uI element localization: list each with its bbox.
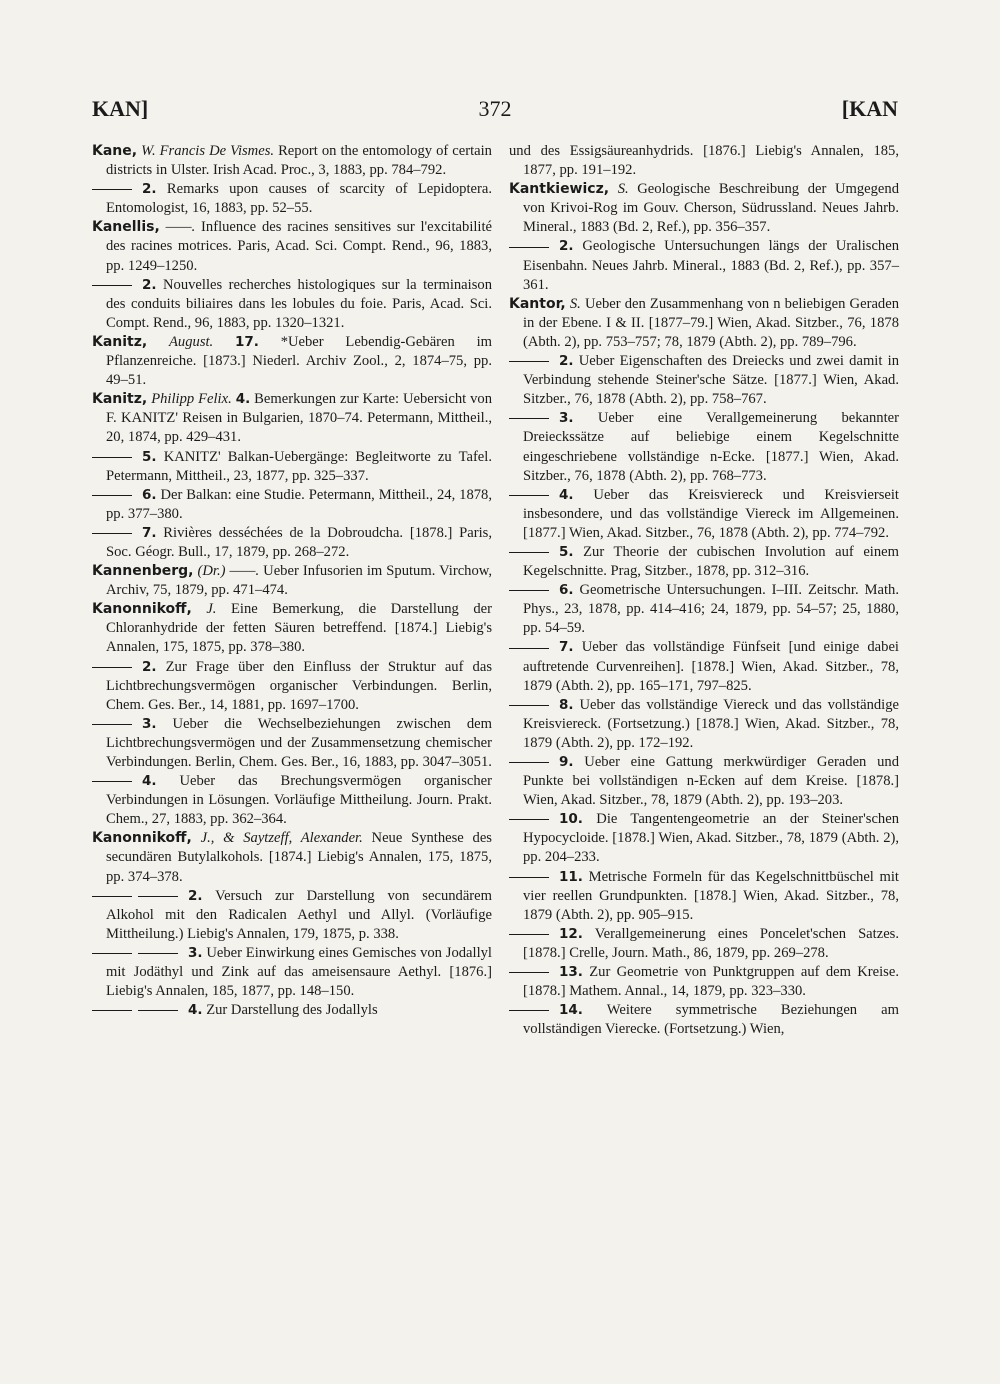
entry-text: Zur Geometrie von Punktgruppen auf dem Kreise. [1878.] Mathem. Annal., 14, 1879, pp. 323–330. — [523, 964, 899, 1000]
entry-number: 3. — [188, 944, 203, 961]
entry-number: 9. — [559, 754, 574, 770]
author-given-name: ——. — [165, 219, 196, 236]
entry-number: 14. — [559, 1002, 583, 1019]
ditto-dash — [509, 762, 549, 763]
ditto-dash — [509, 705, 549, 706]
entry-text: Geologische Untersuchungen längs der Uralischen Eisenbahn. Neues Jahrb. Mineral., 1883 (Bd. 2, Ref.), pp. 357–361. — [523, 238, 899, 293]
entry-number: 5. — [142, 448, 157, 465]
bibliography-entry — [92, 944, 492, 1001]
ditto-dash — [509, 877, 549, 878]
entry-text: Zur Frage über den Einfluss der Struktur auf das Lichtbrechungsvermögen organischer Verbindungen. Berlin, Chem. Ges. Ber., 14, 1881, pp. 1697–1700. — [106, 658, 492, 713]
bibliography-entry — [509, 142, 899, 180]
ditto-dash — [92, 667, 132, 668]
ditto-dash — [138, 896, 178, 897]
bibliography-entry — [92, 218, 492, 275]
entry-number: 2. — [188, 887, 203, 904]
ditto-dash — [92, 724, 132, 725]
ditto-dash — [92, 495, 132, 496]
entry-text: Zur Theorie der cubischen Involution auf einem Kegelschnitte. Prag, Sitzber., 1878, pp. 312–316. — [523, 543, 899, 580]
entry-text: *Ueber Lebendig-Gebären im Pflanzenreiche. [1873.] Niederl. Archiv Zool., 2, 1874–75, pp. 49–51. — [106, 333, 492, 389]
entry-text: Bemerkungen zur Karte: Uebersicht von F. KANITZ' Reisen in Bulgarien, 1870–74. Petermann, Mittheil., 20, 1874, pp. 429–431. — [106, 391, 493, 446]
bibliography-entry — [92, 600, 492, 657]
entry-text: Nouvelles recherches histologiques sur la terminaison des conduits biliaires dans les lobules du foie. Paris, Acad. Sci. Compt. Rend., 96, 1883, pp. 1320–1321. — [106, 276, 492, 331]
entry-text: Ueber das Kreisviereck und Kreisvierseit insbesondere, und das vollständige Viereck im Allgemeinen. [1877.] Wien, Akad. Sitzber., 76, 1878 (Abth. 2), pp. 774–792. — [523, 486, 899, 541]
ditto-dash — [509, 495, 549, 496]
author-name: Kanonnikoff, — [92, 830, 192, 847]
bibliography-entry — [509, 696, 899, 753]
bibliography-entry — [509, 1001, 899, 1039]
entry-number: 12. — [559, 925, 583, 942]
ditto-dash — [92, 285, 132, 286]
ditto-dash — [138, 1010, 178, 1011]
bibliography-entry — [92, 390, 492, 447]
ditto-dash — [92, 781, 132, 782]
entry-text: Ueber Infusorien im Sputum. Virchow, Archiv, 75, 1879, pp. 471–474. — [106, 563, 493, 599]
bibliography-entry — [509, 638, 899, 695]
bibliography-entry — [509, 352, 899, 409]
author-given-name: Philipp Felix. — [151, 391, 232, 408]
ditto-dash — [509, 1010, 549, 1011]
bibliography-entry — [509, 868, 899, 925]
entry-text: Der Balkan: eine Studie. Petermann, Mittheil., 24, 1878, pp. 377–380. — [106, 486, 492, 522]
bibliography-entry — [509, 963, 899, 1001]
entry-text: und des Essigsäureanhydrids. [1876.] Liebig's Annalen, 185, 1877, pp. 191–192. — [509, 143, 899, 179]
bibliography-entry — [509, 581, 899, 638]
bibliography-entry — [509, 753, 899, 810]
author-name: Kanitz, — [92, 391, 148, 408]
entry-number: 6. — [559, 582, 574, 599]
entry-text: Ueber das Brechungsvermögen organischer Verbindungen in Lösungen. Vorläufige Mittheilung. Journ. Prakt. Chem., 27, 1883, pp. 362–364. — [106, 773, 492, 828]
entry-number: 2. — [559, 238, 574, 255]
ditto-dash — [92, 953, 132, 954]
author-name: Kantkiewicz, — [509, 181, 610, 198]
author-given-name: W. Francis De Vismes. — [141, 143, 275, 159]
ditto-dash — [92, 533, 132, 534]
bibliography-entry — [92, 276, 492, 333]
right-column — [509, 142, 899, 1039]
running-head-right: [KAN — [841, 96, 898, 121]
entry-number: 6. — [142, 486, 157, 503]
ditto-dash — [509, 972, 549, 973]
entry-number: 2. — [142, 181, 157, 198]
entry-number: 8. — [559, 696, 574, 713]
bibliography-entry — [92, 448, 492, 486]
entry-text: Ueber Eigenschaften des Dreiecks und zwei damit in Verbindung stehende Steiner'sche Sätze. [1877.] Wien, Akad. Sitzber., 76, 1878 (Abth. 2), pp. 758–767. — [523, 353, 899, 408]
entry-number: 4. — [559, 486, 574, 503]
entry-text: Ueber die Wechselbeziehungen zwischen dem Lichtbrechungsvermögen und der Zusammensetzung chemischer Verbindungen. Berlin, Chem. Ges. Ber., 16, 1883, pp. 3047–3051. — [106, 715, 492, 770]
author-name: Kantor, — [509, 295, 566, 312]
entry-number: 5. — [559, 543, 574, 560]
entry-text: Geometrische Untersuchungen. I–III. Zeitschr. Math. Phys., 23, 1878, pp. 414–416; 24, 1879, pp. 54–57; 25, 1880, pp. 54–59. — [523, 582, 899, 637]
bibliography-entry — [509, 810, 899, 867]
ditto-dash — [509, 590, 549, 591]
entry-text: Remarks upon causes of scarcity of Lepidoptera. Entomologist, 16, 1883, pp. 52–55. — [106, 181, 492, 217]
entry-text: Ueber den Zusammenhang von n beliebigen Geraden in der Ebene. I & II. [1877–79.] Wien, Akad. Sitzber., 76, 1878 (Abth. 2), pp. 753–757; 78, 1879 (Abth. 2), pp. 789–796. — [523, 295, 899, 350]
author-given-name: (Dr.) ——. — [197, 563, 260, 580]
entry-number: 11. — [559, 868, 583, 885]
ditto-dash — [92, 896, 132, 897]
entry-text: Geologische Beschreibung der Umgegend von Krivoi-Rog im Gouv. Cherson, Südrussland. Neues Jahrb. Mineral., 1883 (Bd. 2, Ref.), pp. 356–357. — [523, 181, 899, 236]
author-given-name: S. — [617, 181, 629, 198]
ditto-dash — [92, 1010, 132, 1011]
entry-text: Ueber das vollständige Viereck und das vollständige Kreisviereck. (Fortsetzung.) [1878.] Wien, Akad. Sitzber., 78, 1879 (Abth. 2), pp. 172–192. — [523, 696, 899, 751]
entry-text: Rivières desséchées de la Dobroudcha. [1878.] Paris, Soc. Géogr. Bull., 17, 1879, pp. 268–272. — [106, 524, 492, 560]
entry-number: 13. — [559, 964, 583, 981]
entry-number: 3. — [142, 715, 157, 732]
ditto-dash — [509, 552, 549, 553]
entry-number: 7. — [559, 639, 574, 656]
entry-number: 2. — [142, 658, 157, 675]
ditto-dash — [509, 418, 549, 419]
entry-text: Neue Synthese des secundären Butylalkohols. [1874.] Liebig's Annalen, 175, 1875, pp. 374–378. — [106, 830, 492, 885]
entry-text: Ueber eine Verallgemeinerung bekannter Dreieckssätze auf beliebige einem Kegelschnitte eingeschriebene vollständige n-Ecke. [1877.] Wien, Akad. Sitzber., 76, 1878 (Abth. 2), pp. 768–773. — [523, 410, 900, 484]
ditto-dash — [509, 361, 549, 362]
entry-text: Die Tangentengeometrie an der Steiner'schen Hypocycloide. [1878.] Wien, Akad. Sitzber., 78, 1879 (Abth. 2), pp. 204–233. — [523, 811, 900, 866]
entry-number: 3. — [559, 410, 574, 427]
entry-number: 4. — [142, 773, 157, 790]
bibliography-entry — [92, 562, 492, 600]
entry-text: Weitere symmetrische Beziehungen am vollständigen Vierecke. (Fortsetzung.) Wien, — [523, 1002, 899, 1038]
author-name: Kane, — [92, 143, 138, 159]
entry-number: 10. — [559, 811, 583, 828]
bibliography-entry — [509, 409, 899, 485]
running-head-left: KAN] — [92, 96, 149, 121]
ditto-dash — [138, 953, 178, 954]
bibliography-entry — [92, 715, 492, 772]
ditto-dash — [509, 819, 549, 820]
bibliography-entry — [509, 925, 899, 963]
author-name: Kanonnikoff, — [92, 601, 192, 618]
bibliography-entry — [92, 180, 492, 218]
entry-number: 4. — [188, 1002, 203, 1019]
bibliography-entry — [92, 772, 492, 829]
bibliography-entry — [509, 180, 899, 237]
author-name: Kannenberg, — [92, 563, 194, 580]
entry-text: Eine Bemerkung, die Darstellung der Chloranhydride der fetten Säuren betreffend. [1874.] Liebig's Annalen, 175, 1875, pp. 378–380. — [106, 601, 492, 656]
author-given-name: J., & Saytzeff, Alexander. — [200, 830, 363, 847]
bibliography-entry — [509, 543, 899, 581]
entry-text: Report on the entomology of certain districts in Ulster. Irish Acad. Proc., 3, 1883, pp. 784–792. — [106, 143, 492, 179]
bibliography-entry — [509, 295, 899, 352]
entry-number: 2. — [559, 353, 574, 370]
bibliography-entry — [92, 658, 492, 715]
ditto-dash — [509, 648, 549, 649]
entry-text: Zur Darstellung des Jodallyls — [206, 1002, 378, 1019]
bibliography-entry — [92, 486, 492, 524]
entry-number: 17. — [234, 333, 259, 350]
bibliography-entry — [92, 524, 492, 562]
entry-text: Metrische Formeln für das Kegelschnittbüschel mit vier reellen Grundpunkten. [1878.] Wien, Akad. Sitzber., 78, 1879 (Abth. 2), pp. 905–915. — [523, 868, 899, 923]
left-column — [92, 142, 492, 1020]
bibliography-entry — [92, 887, 492, 944]
entry-number: 7. — [142, 524, 157, 541]
author-name: Kanellis, — [92, 219, 160, 236]
entry-text: Influence des racines sensitives sur l'excitabilité des racines motrices. Paris, Acad. Sci. Compt. Rend., 96, 1883, pp. 1249–1250. — [106, 219, 493, 274]
ditto-dash — [92, 189, 132, 190]
entry-text: Versuch zur Darstellung von secundärem Alkohol mit den Radicalen Aethyl und Allyl. (Vorläufige Mittheilung.) Liebig's Annalen, 179, 1875, p. 338. — [106, 887, 492, 942]
entry-text: Verallgemeinerung eines Poncelet'schen Satzes. [1878.] Crelle, Journ. Math., 86, 1879, pp. 269–278. — [523, 925, 899, 961]
page-number: 372 — [478, 96, 512, 121]
author-given-name: J. — [206, 601, 217, 618]
bibliography-entry — [92, 829, 492, 886]
entry-text: Ueber eine Gattung merkwürdiger Geraden und Punkte bei vollständigen n-Ecken auf dem Kreise. [1878.] Wien, Akad. Sitzber., 78, 1879 (Abth. 2), pp. 193–203. — [523, 754, 899, 809]
author-given-name: August. — [169, 333, 214, 350]
entry-number: 4. — [235, 391, 251, 408]
author-name: Kanitz, — [92, 333, 148, 350]
entry-text: Ueber Einwirkung eines Gemisches von Jodallyl mit Jodäthyl und Zink auf das ameisensaure Aethyl. [1876.] Liebig's Annalen, 185, 1877, pp. 148–150. — [106, 944, 492, 1000]
bibliography-entry — [509, 237, 899, 294]
bibliography-entry — [92, 333, 492, 390]
ditto-dash — [509, 934, 549, 935]
running-head — [92, 96, 898, 126]
entry-text: Ueber das vollständige Fünfseit [und einige dabei auftretende Curvenreihen]. [1878.] Wien, Akad. Sitzber., 78, 1879 (Abth. 2), pp. 165–171, 797–825. — [523, 639, 899, 694]
entry-number: 2. — [142, 276, 157, 293]
bibliography-entry — [509, 486, 899, 543]
ditto-dash — [92, 457, 132, 458]
author-given-name: S. — [569, 295, 581, 312]
bibliography-entry — [92, 142, 492, 180]
ditto-dash — [509, 247, 549, 248]
entry-text: KANITZ' Balkan-Uebergänge: Begleitworte zu Tafel. Petermann, Mittheil., 23, 1877, pp. 325–337. — [106, 448, 492, 484]
bibliography-entry — [92, 1001, 492, 1020]
